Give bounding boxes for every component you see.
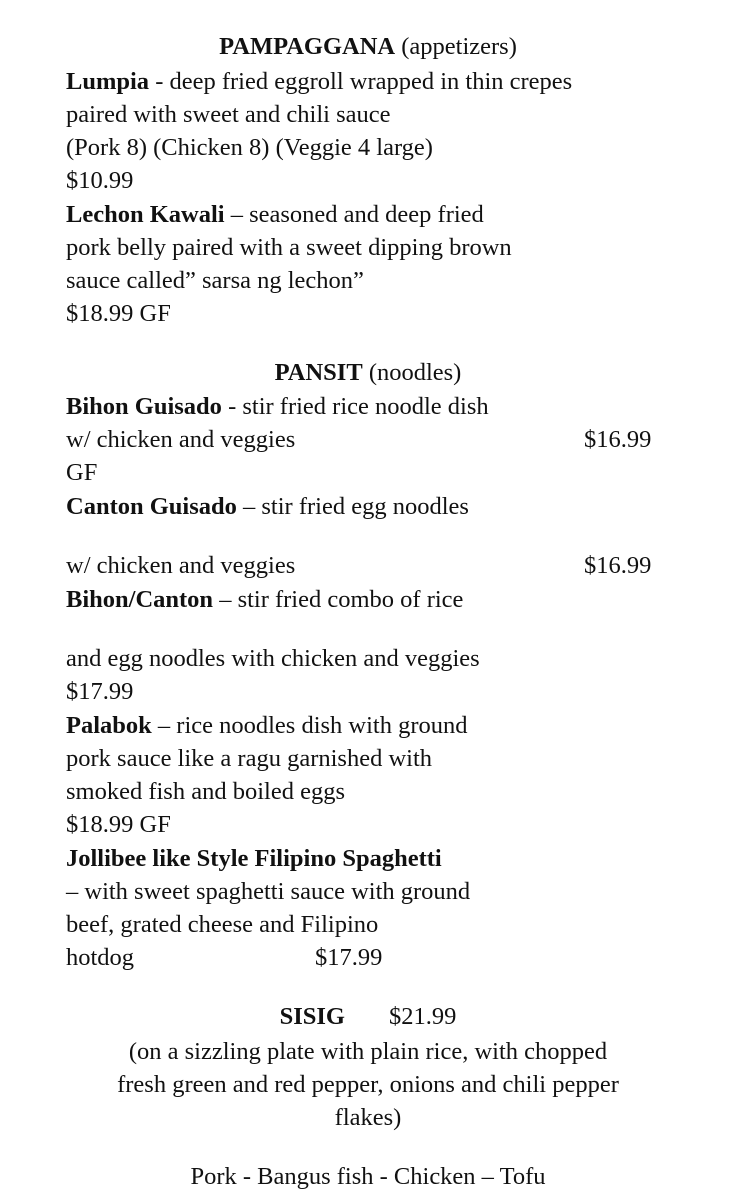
item-name: Bihon/Canton <box>66 586 214 613</box>
menu-item-filipino-spaghetti: Jollibee like Style Filipino Spaghetti <box>66 845 442 872</box>
section-heading-noodles <box>0 361 736 386</box>
item-description-line: – with sweet spaghetti sauce with ground <box>66 878 471 905</box>
sisig-description-line: fresh green and red pepper, onions and chili pepper <box>117 1071 619 1098</box>
item-description-line: (Pork 8) (Chicken 8) (Veggie 4 large) <box>66 134 433 161</box>
section-subtitle: (appetizers) <box>401 33 517 60</box>
menu-item-bihon-canton <box>66 588 463 613</box>
item-description-line: w/ chicken and veggies <box>66 552 296 579</box>
item-description-line: pork sauce like a ragu garnished with <box>66 745 433 772</box>
item-price: $16.99 <box>584 552 652 579</box>
item-description: deep fried eggroll wrapped in thin crepes <box>169 68 573 95</box>
item-price: $17.99 <box>315 944 383 971</box>
item-price: $18.99 GF <box>66 300 171 327</box>
item-description: stir fried combo of rice <box>237 586 464 613</box>
item-description-line: pork belly paired with a sweet dipping brown <box>66 234 512 261</box>
item-description-line: paired with sweet and chili sauce <box>66 101 391 128</box>
item-name: Lumpia <box>66 68 150 95</box>
item-name: Palabok <box>66 712 152 739</box>
sisig-description-line: (on a sizzling plate with plain rice, with chopped <box>128 1038 608 1065</box>
item-price: $17.99 <box>66 678 134 705</box>
item-separator: – <box>213 586 238 613</box>
item-description-line: hotdog <box>66 944 135 971</box>
item-price: $21.99 <box>389 1003 457 1030</box>
menu-item-lumpia <box>66 70 572 95</box>
item-description-line: smoked fish and boiled eggs <box>66 778 345 805</box>
item-name: Bihon Guisado <box>66 393 222 420</box>
item-separator: – <box>224 201 250 228</box>
item-name: Canton Guisado <box>66 493 237 520</box>
item-separator: – <box>151 712 177 739</box>
item-price: $18.99 GF <box>66 811 171 838</box>
item-description-line: sauce called” sarsa ng lechon” <box>66 267 364 294</box>
item-separator: - <box>149 68 170 95</box>
menu-item-bihon-guisado <box>66 395 489 420</box>
item-description: rice noodles dish with ground <box>176 712 468 739</box>
section-title: SISIG <box>279 1003 345 1030</box>
item-price: $16.99 <box>584 426 652 453</box>
item-description-line: and egg noodles with chicken and veggies <box>66 645 480 672</box>
section-title: PAMPAGGANA <box>219 33 396 60</box>
sisig-protein-options: Pork - Bangus fish - Chicken – Tofu <box>190 1163 546 1190</box>
menu-item-palabok <box>66 714 468 739</box>
item-description: seasoned and deep fried <box>249 201 484 228</box>
item-description: stir fried rice noodle dish <box>242 393 489 420</box>
section-title: PANSIT <box>274 359 363 386</box>
item-description-line: w/ chicken and veggies <box>66 426 296 453</box>
menu-item-lechon-kawali <box>66 203 484 228</box>
item-name: Lechon Kawali <box>66 201 225 228</box>
item-separator: - <box>221 393 243 420</box>
item-tag: GF <box>66 459 98 486</box>
item-description-line: beef, grated cheese and Filipino <box>66 911 379 938</box>
section-heading-sisig <box>0 1005 736 1030</box>
item-separator: – <box>236 493 262 520</box>
menu-item-canton-guisado <box>66 495 469 520</box>
item-price: $10.99 <box>66 167 134 194</box>
sisig-description-line: flakes) <box>334 1104 402 1131</box>
item-description: stir fried egg noodles <box>261 493 469 520</box>
section-subtitle: (noodles) <box>368 359 462 386</box>
section-heading-appetizers <box>0 35 736 60</box>
